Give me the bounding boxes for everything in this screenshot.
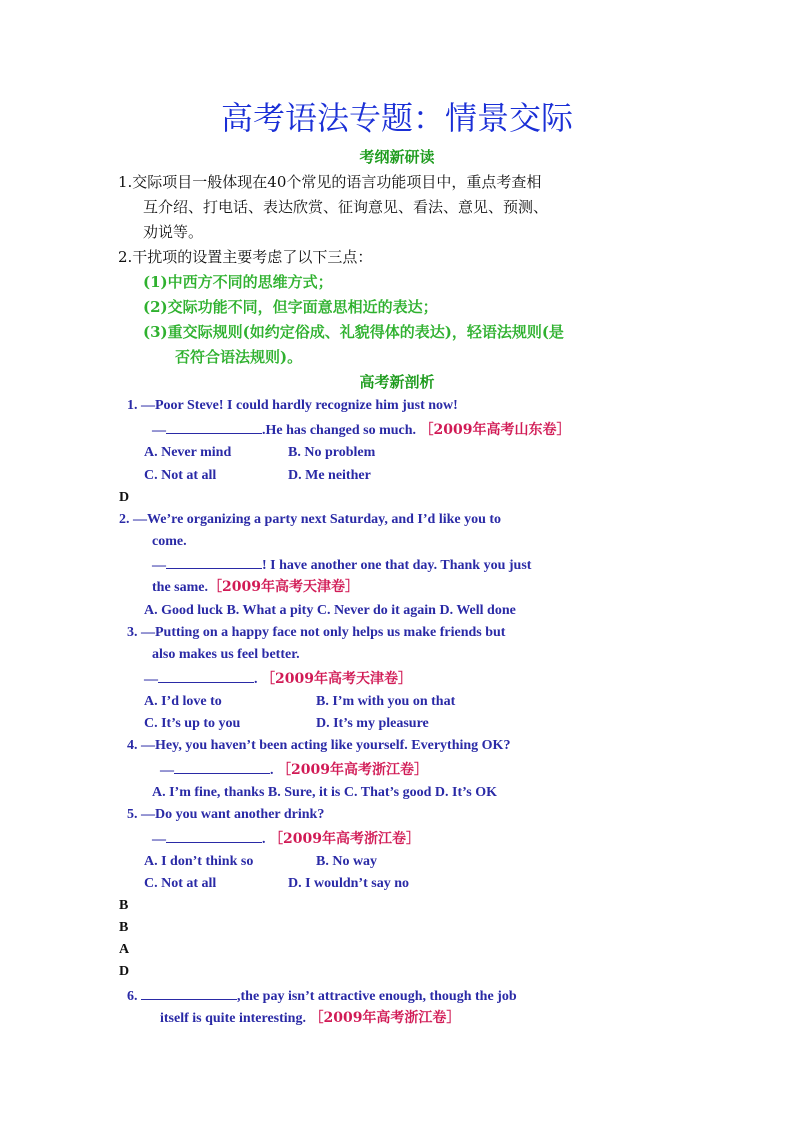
- syllabus-point-1-line-1: 1.交际项目一般体现在40个常见的语言功能项目中，重点考查相: [118, 173, 542, 191]
- q1-option-a: A. Never mind: [144, 445, 232, 460]
- q2-line-3-text: ! I have another one that day. Thank you just: [262, 558, 532, 573]
- q2-source: ［2009年高考天津卷］: [208, 579, 359, 595]
- q1-source: ［2009年高考山东卷］: [419, 422, 571, 438]
- answer-q5: D: [119, 964, 130, 979]
- q3-option-c: C. It’s up to you: [144, 716, 241, 731]
- syllabus-point-1-line-2: 互介绍、打电话、表达欣赏、征询意见、看法、意见、预测、: [143, 198, 549, 216]
- q5-option-d: D. I wouldn’t say no: [288, 876, 409, 891]
- q6-line-1-text: ,the pay isn’t attractive enough, though the job: [237, 989, 517, 1004]
- q6-number: 6.: [127, 989, 138, 1004]
- q6-blank: [141, 986, 237, 1000]
- q2-line-4: [152, 578, 359, 597]
- q1-option-d: D. Me neither: [288, 468, 371, 483]
- q1-blank: [166, 420, 262, 434]
- q3-option-d: D. It’s my pleasure: [316, 716, 429, 731]
- syllabus-point-2-item-3-line-1: (3)重交际规则(如约定俗成、礼貌得体的表达)，轻语法规则(是: [143, 323, 564, 341]
- q1-line-2-text: .He has changed so much.: [262, 423, 417, 438]
- q2-line-1: 2. —We’re organizing a party next Saturday, and I’d like you to: [119, 512, 502, 527]
- page-title: 高考语法专题：情景交际: [220, 99, 573, 137]
- q4-source: ［2009年高考浙江卷］: [277, 762, 428, 778]
- answer-q4: A: [119, 942, 130, 957]
- q5-dash: —: [152, 832, 166, 847]
- q4-blank: [174, 760, 270, 774]
- q1-line-1: 1. —Poor Steve! I could hardly recognize him just now!: [127, 398, 458, 413]
- q1-answer: D: [119, 490, 130, 505]
- q3-option-b: B. I’m with you on that: [316, 694, 456, 709]
- section-heading-analysis: 高考新剖析: [359, 373, 435, 391]
- q5-blank: [166, 829, 262, 843]
- q6-source: ［2009年高考浙江卷］: [309, 1010, 461, 1026]
- q2-options: A. Good luck B. What a pity C. Never do it again D. Well done: [144, 603, 516, 618]
- q5-line-2: [152, 829, 420, 849]
- q5-line-1: 5. —Do you want another drink?: [127, 807, 325, 822]
- q1-dash: —: [152, 423, 166, 438]
- q2-line-2: come.: [152, 534, 187, 549]
- q4-line-1: 4. —Hey, you haven’t been acting like yourself. Everything OK?: [127, 738, 511, 753]
- syllabus-point-2: 2.干扰项的设置主要考虑了以下三点：: [118, 248, 373, 266]
- q3-option-a: A. I’d love to: [144, 694, 222, 709]
- q4-options: A. I’m fine, thanks B. Sure, it is C. That’s good D. It’s OK: [152, 785, 497, 800]
- syllabus-point-2-item-1: (1)中西方不同的思维方式；: [143, 273, 333, 291]
- q2-line-3: [152, 555, 531, 575]
- q6-line-2-text: itself is quite interesting.: [160, 1011, 306, 1026]
- q4-line-2-text: .: [270, 763, 274, 778]
- q3-dash: —: [144, 672, 158, 687]
- q5-option-c: C. Not at all: [144, 876, 217, 891]
- answer-q3: B: [119, 920, 129, 935]
- q1-option-c: C. Not at all: [144, 468, 217, 483]
- q3-source: ［2009年高考天津卷］: [261, 671, 412, 687]
- syllabus-point-2-item-3-line-2: 否符合语法规则)。: [175, 348, 303, 366]
- q3-line-2: also makes us feel better.: [152, 647, 300, 662]
- q4-line-2: [160, 760, 428, 780]
- q3-line-3-text: .: [254, 672, 258, 687]
- q1-option-b: B. No problem: [288, 445, 376, 460]
- q3-blank: [158, 669, 254, 683]
- q5-source: ［2009年高考浙江卷］: [269, 831, 420, 847]
- q4-dash: —: [160, 763, 174, 778]
- syllabus-point-2-item-2: (2)交际功能不同，但字面意思相近的表达；: [143, 298, 438, 316]
- q2-line-4-text: the same.: [152, 580, 208, 595]
- q5-option-a: A. I don’t think so: [144, 854, 254, 869]
- answer-q2: B: [119, 898, 129, 913]
- q5-option-b: B. No way: [316, 854, 378, 869]
- syllabus-point-1-line-3: 劝说等。: [143, 223, 204, 241]
- q2-blank: [166, 555, 262, 569]
- q5-line-2-text: .: [262, 832, 266, 847]
- q1-line-2: [152, 420, 571, 440]
- q3-line-3: [144, 669, 412, 689]
- q2-dash: —: [152, 558, 166, 573]
- section-heading-syllabus: 考纲新研读: [359, 148, 435, 166]
- q6-line-2: [160, 1009, 460, 1028]
- q6-line-1: [127, 986, 517, 1006]
- q3-line-1: 3. —Putting on a happy face not only helps us make friends but: [127, 625, 506, 640]
